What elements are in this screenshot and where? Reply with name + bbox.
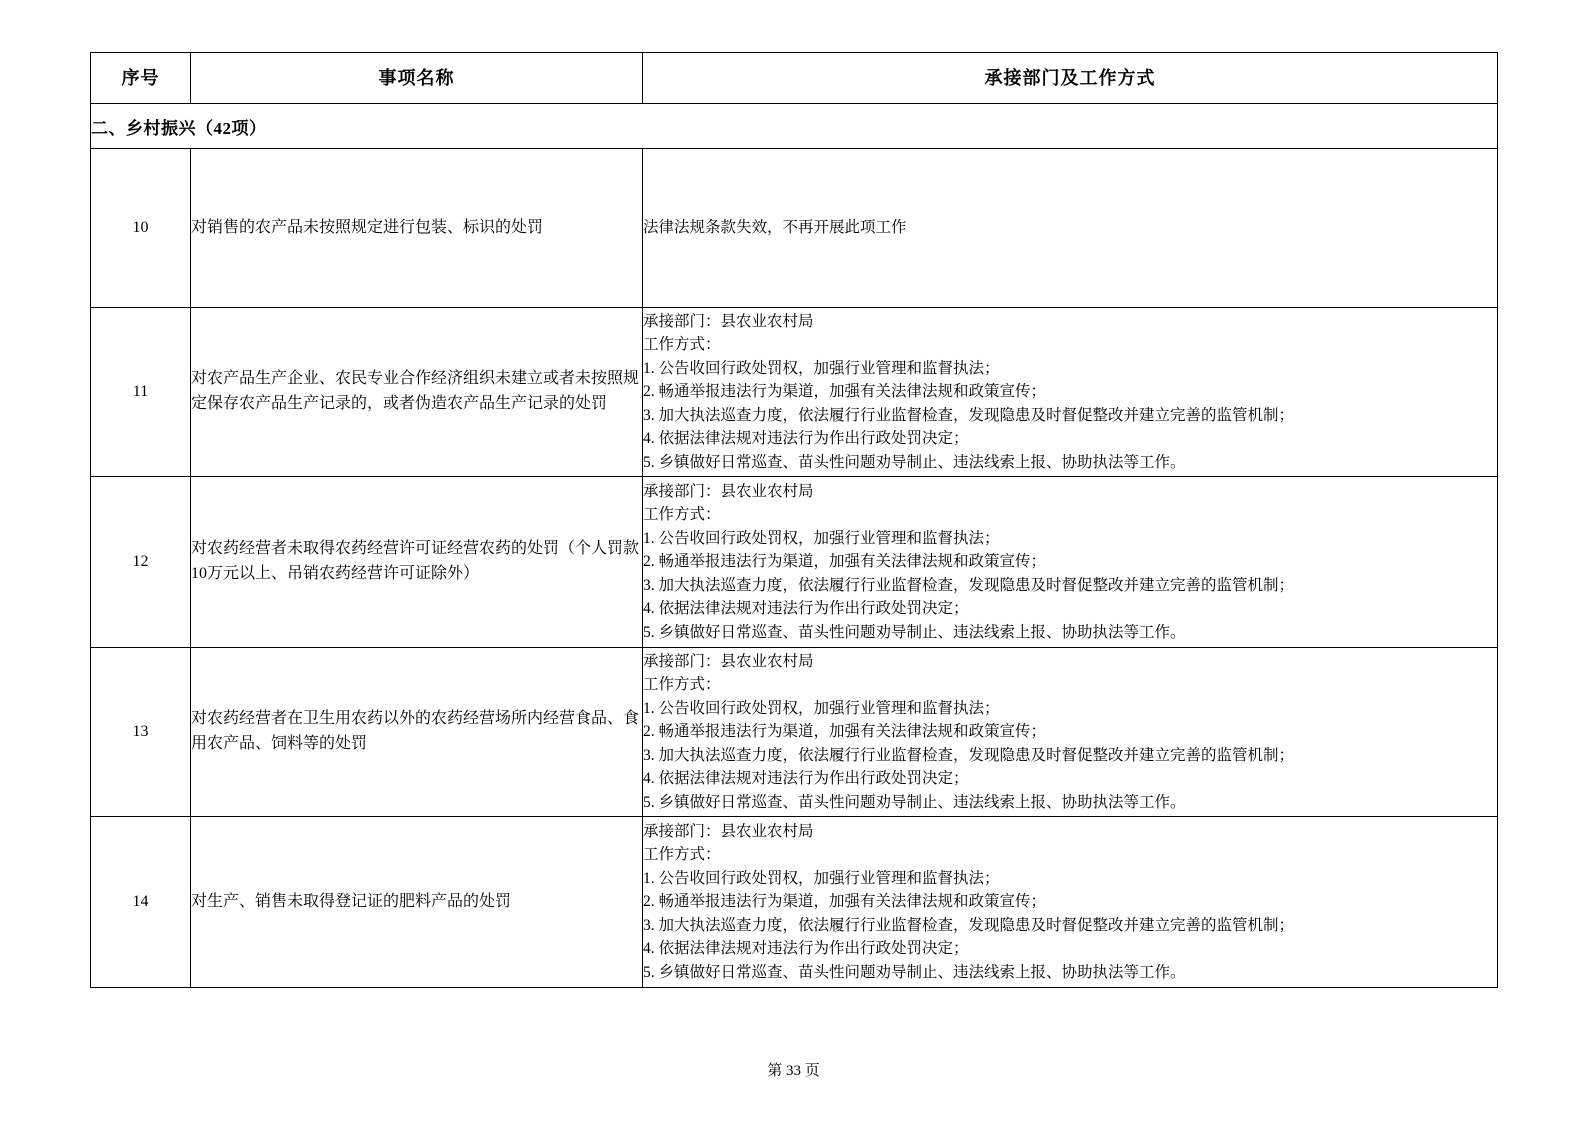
dept-line: 1. 公告收回行政处罚权，加强行业管理和监督执法； [643, 869, 1000, 887]
duty-list-table [90, 52, 1498, 988]
row-department-info [643, 308, 1498, 477]
dept-line: 5. 乡镇做好日常巡查、苗头性问题劝导制止、违法线索上报、协助执法等工作。 [643, 793, 1186, 811]
row-seq: 14 [91, 817, 191, 988]
row-department-info [643, 149, 1498, 308]
column-header-department: 承接部门及工作方式 [643, 53, 1498, 104]
dept-line: 4. 依据法律法规对违法行为作出行政处罚决定； [643, 770, 969, 788]
dept-line: 2. 畅通举报违法行为渠道，加强有关法律法规和政策宣传； [643, 553, 1047, 571]
dept-line: 1. 公告收回行政处罚权，加强行业管理和监督执法； [643, 699, 1000, 717]
table-row [91, 817, 1498, 988]
dept-line: 工作方式： [643, 336, 721, 354]
dept-line: 承接部门：县农业农村局 [643, 652, 814, 670]
dept-line: 1. 公告收回行政处罚权，加强行业管理和监督执法； [643, 359, 1000, 377]
row-department-info [643, 477, 1498, 648]
row-department-info [643, 648, 1498, 817]
dept-line: 工作方式： [643, 846, 721, 864]
dept-line: 2. 畅通举报违法行为渠道，加强有关法律法规和政策宣传； [643, 893, 1047, 911]
table-row [91, 648, 1498, 817]
section-title-row [91, 104, 1498, 149]
dept-line: 承接部门：县农业农村局 [643, 312, 814, 330]
dept-line: 法律法规条款失效，不再开展此项工作 [643, 219, 907, 237]
row-item-name: 对生产、销售未取得登记证的肥料产品的处罚 [191, 817, 643, 988]
row-seq: 11 [91, 308, 191, 477]
table-header-row [91, 53, 1498, 104]
table-row [91, 149, 1498, 308]
dept-line: 3. 加大执法巡查力度，依法履行行业监督检查，发现隐患及时督促整改并建立完善的监管机制； [643, 746, 1295, 764]
table-row [91, 477, 1498, 648]
dept-line: 2. 畅通举报违法行为渠道，加强有关法律法规和政策宣传； [643, 383, 1047, 401]
row-item-name: 对农产品生产企业、农民专业合作经济组织未建立或者未按照规定保存农产品生产记录的，或者伪造农产品生产记录的处罚 [191, 308, 643, 477]
dept-line: 3. 加大执法巡查力度，依法履行行业监督检查，发现隐患及时督促整改并建立完善的监管机制； [643, 406, 1295, 424]
dept-line: 4. 依据法律法规对违法行为作出行政处罚决定； [643, 430, 969, 448]
section-title: 二、乡村振兴（42项） [91, 104, 1498, 149]
dept-line: 1. 公告收回行政处罚权，加强行业管理和监督执法； [643, 529, 1000, 547]
table-header [91, 53, 1498, 104]
row-department-info [643, 817, 1498, 988]
row-seq: 13 [91, 648, 191, 817]
dept-line: 5. 乡镇做好日常巡查、苗头性问题劝导制止、违法线索上报、协助执法等工作。 [643, 963, 1186, 981]
dept-line: 工作方式： [643, 676, 721, 694]
page-footer: 第 33 页 [767, 1063, 820, 1079]
dept-line: 承接部门：县农业农村局 [643, 482, 814, 500]
dept-line: 4. 依据法律法规对违法行为作出行政处罚决定； [643, 940, 969, 958]
dept-line: 工作方式： [643, 506, 721, 524]
row-seq: 10 [91, 149, 191, 308]
dept-line: 3. 加大执法巡查力度，依法履行行业监督检查，发现隐患及时督促整改并建立完善的监管机制； [643, 576, 1295, 594]
dept-line: 2. 畅通举报违法行为渠道，加强有关法律法规和政策宣传； [643, 723, 1047, 741]
dept-line: 5. 乡镇做好日常巡查、苗头性问题劝导制止、违法线索上报、协助执法等工作。 [643, 623, 1186, 641]
row-seq: 12 [91, 477, 191, 648]
dept-line: 承接部门：县农业农村局 [643, 822, 814, 840]
table-row [91, 308, 1498, 477]
dept-line: 4. 依据法律法规对违法行为作出行政处罚决定； [643, 600, 969, 618]
dept-line: 5. 乡镇做好日常巡查、苗头性问题劝导制止、违法线索上报、协助执法等工作。 [643, 453, 1186, 471]
row-item-name: 对农药经营者未取得农药经营许可证经营农药的处罚（个人罚款10万元以上、吊销农药经营许可证除外） [191, 477, 643, 648]
row-item-name: 对农药经营者在卫生用农药以外的农药经营场所内经营食品、食用农产品、饲料等的处罚 [191, 648, 643, 817]
table-body [91, 104, 1498, 988]
dept-line: 3. 加大执法巡查力度，依法履行行业监督检查，发现隐患及时督促整改并建立完善的监管机制； [643, 916, 1295, 934]
column-header-seq: 序号 [91, 53, 191, 104]
row-item-name: 对销售的农产品未按照规定进行包装、标识的处罚 [191, 149, 643, 308]
column-header-item-name: 事项名称 [191, 53, 643, 104]
